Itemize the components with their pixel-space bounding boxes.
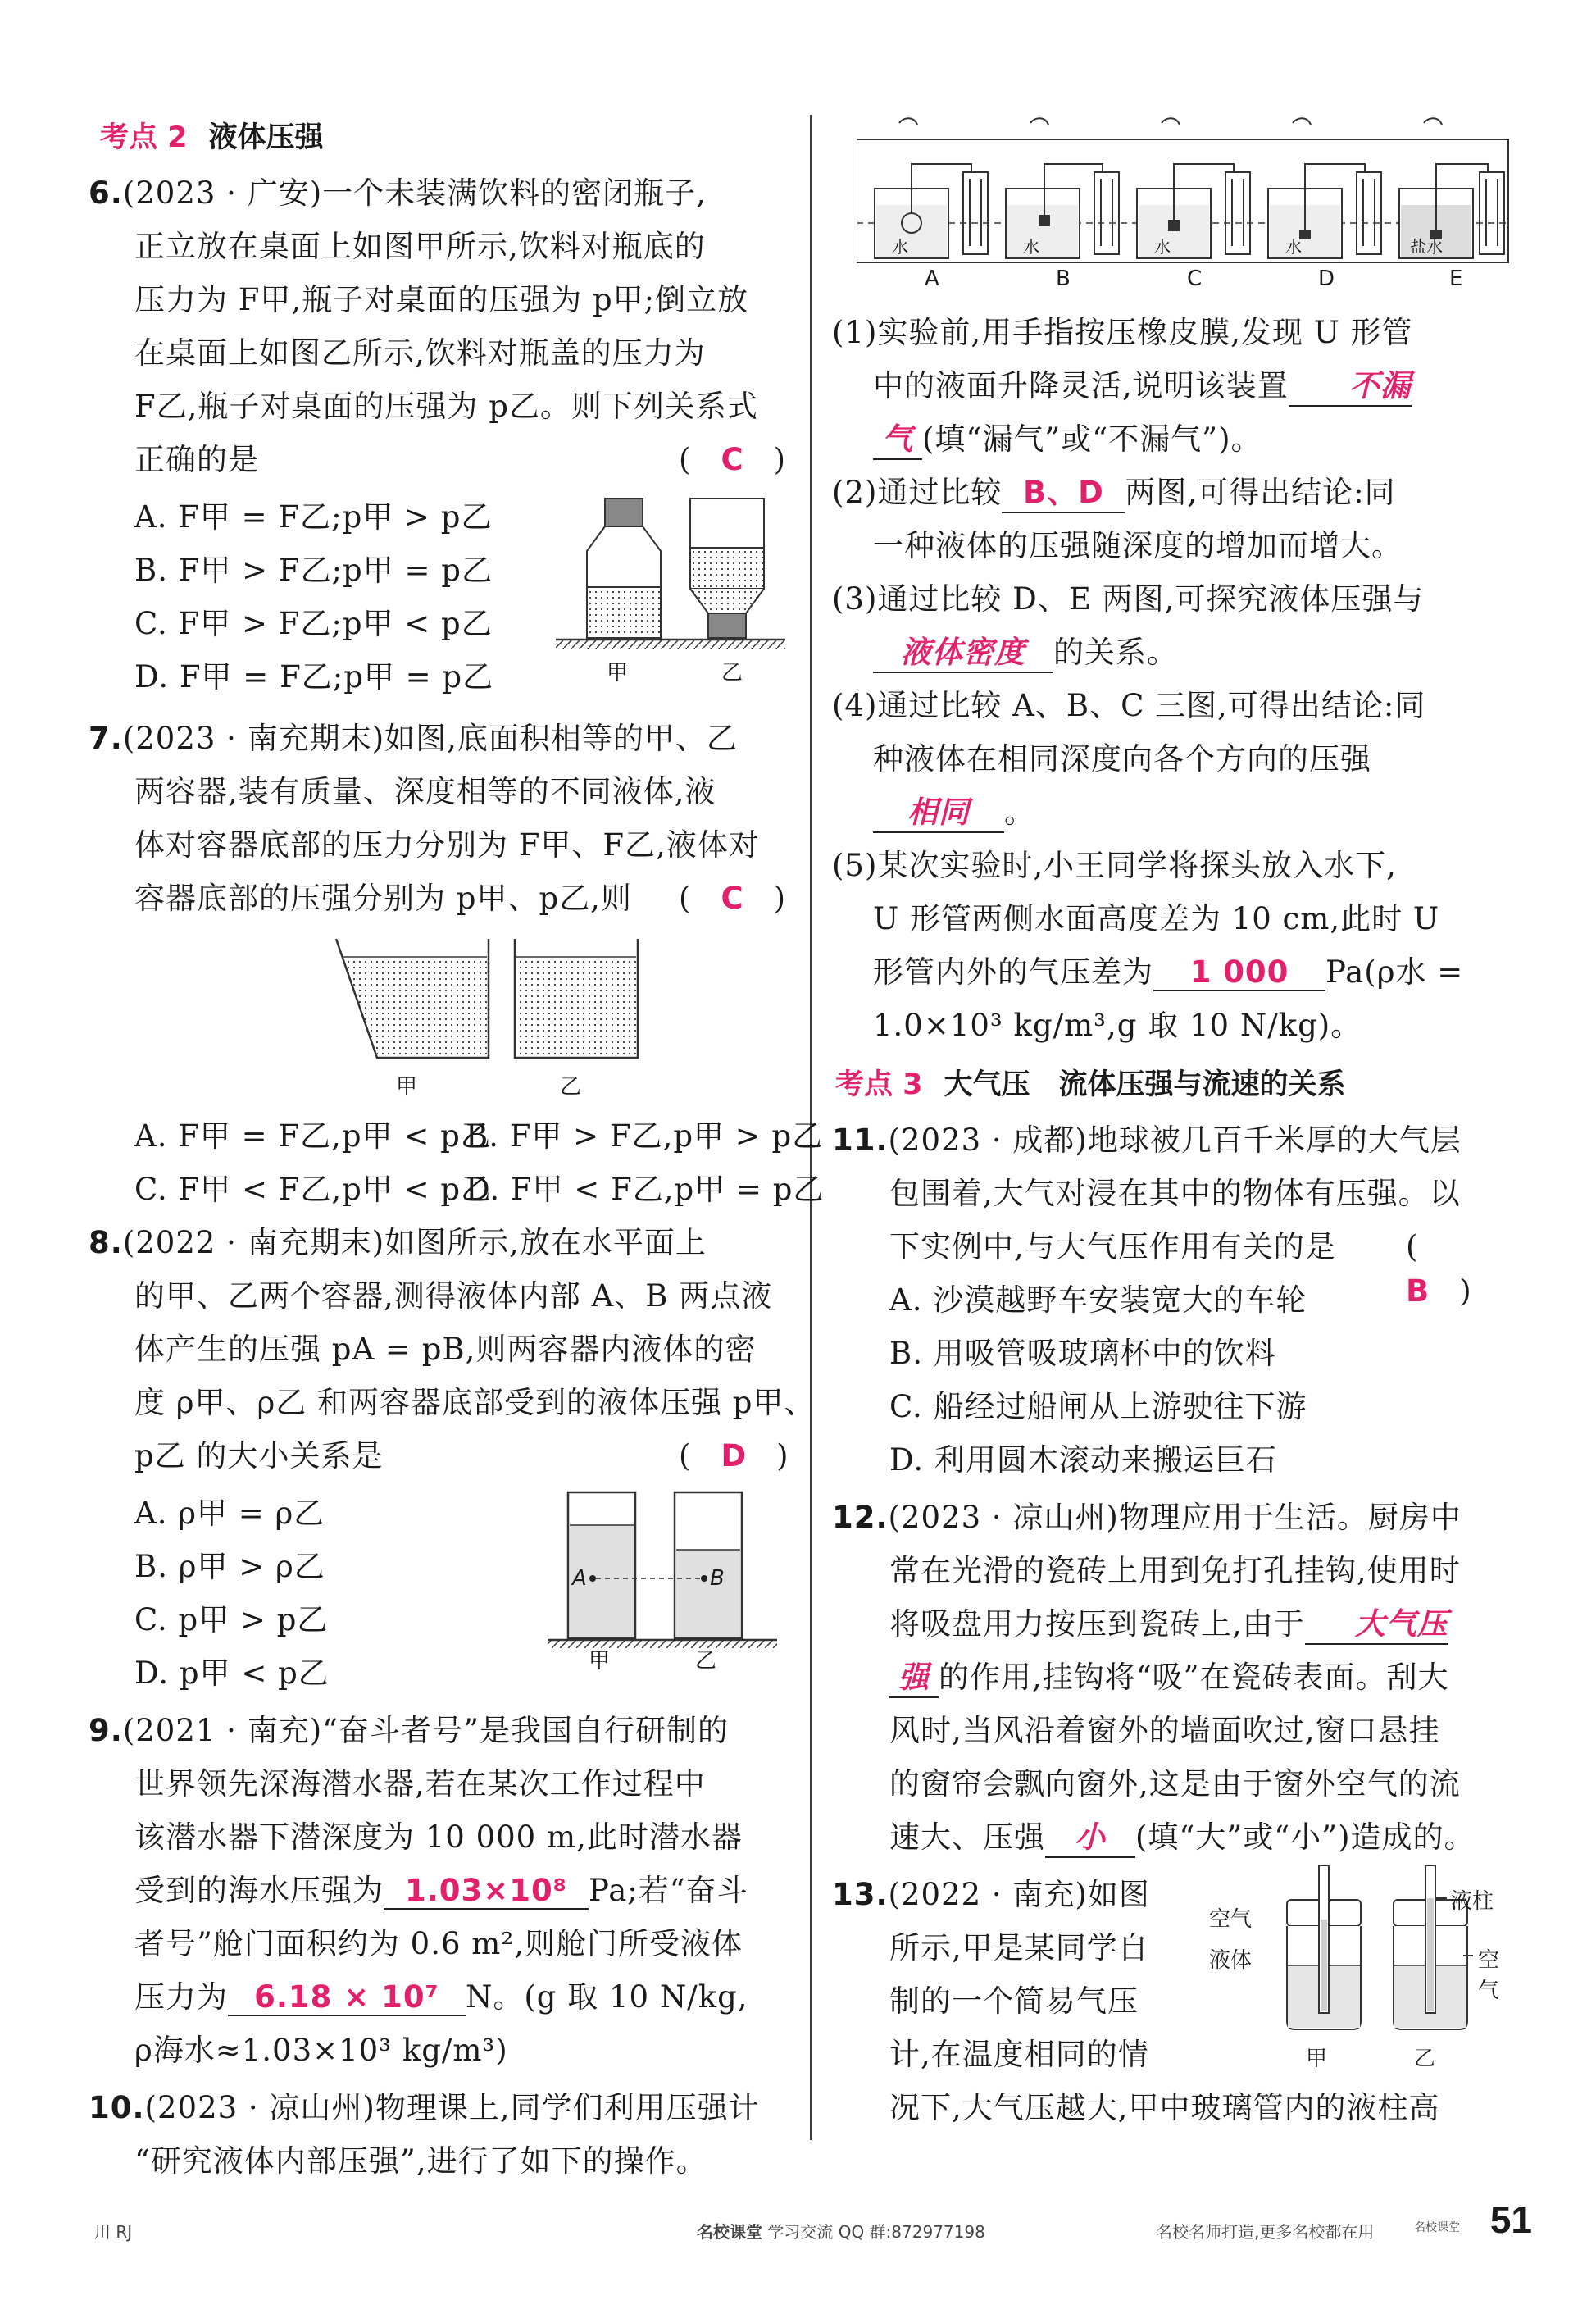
q6-fig-label-a: 甲 <box>607 661 629 685</box>
q10-part2-line-1: (2)通过比较 B、D 两图,可得出结论:同 <box>832 467 1396 513</box>
q10-liquid-label-c: 水 <box>1154 237 1171 257</box>
q10-fig-label-b: B <box>1056 266 1071 291</box>
q7-line-1: 7.(2023 · 南充期末)如图,底面积相等的甲、乙 <box>89 721 738 756</box>
section-3-heading: 考点 3 大气压 流体压强与流速的关系 <box>835 1068 1346 1101</box>
q10-part5-line-2: U 形管两侧水面高度差为 10 cm,此时 U <box>873 901 1440 936</box>
q10-liquid-label-d: 水 <box>1285 237 1302 257</box>
q12-line-5: 风时,当风沿着窗外的墙面吹过,窗口悬挂 <box>889 1713 1440 1748</box>
q10-liquid-label-b: 水 <box>1023 237 1039 257</box>
q13-label-column: 液柱 <box>1451 1889 1494 1914</box>
q8-line-4: 度 ρ甲、ρ乙 和两容器底部受到的液体压强 p甲、 <box>134 1385 816 1420</box>
q7-option-c: C. F甲 < F乙,p甲 < p乙 <box>134 1172 493 1207</box>
q10-liquid-label-e: 盐水 <box>1410 237 1443 257</box>
footer-edition: 川 RJ <box>94 2222 133 2242</box>
q9-line-5: 者号”舱门面积约为 0.6 m²,则舱门所受液体 <box>134 1926 743 1961</box>
q10-answer-1a: 不漏 <box>1289 361 1412 407</box>
q11-line-3: 下实例中,与大气压作用有关的是 <box>889 1229 1336 1264</box>
q8-line-2: 的甲、乙两个容器,测得液体内部 A、B 两点液 <box>134 1278 773 1314</box>
q7-fig-label-b: 乙 <box>560 1075 582 1100</box>
q13-fig-label-b: 乙 <box>1414 2047 1436 2071</box>
q12-line-3: 将吸盘用力按压到瓷砖上,由于 大气压 <box>889 1599 1448 1645</box>
q11-line-2: 包围着,大气对浸在其中的物体有压强。以 <box>889 1176 1461 1211</box>
q12-line-1: 12.(2023 · 凉山州)物理应用于生活。厨房中 <box>832 1500 1462 1535</box>
q10-part1-line-2: 中的液面升降灵活,说明该装置 不漏 <box>873 361 1412 407</box>
q10-answer-3: 液体密度 <box>873 627 1053 673</box>
q8-option-b: B. ρ甲 > ρ乙 <box>134 1549 325 1584</box>
q8-fig-label-b: 乙 <box>695 1649 717 1674</box>
q8-option-d: D. p甲 < p乙 <box>134 1655 330 1691</box>
q10-part5-line-3: 形管内外的气压差为 1 000 Pa(ρ水 = <box>873 954 1464 990</box>
q12-answer-1b: 强 <box>889 1652 939 1698</box>
q12-answer-2: 小 <box>1045 1812 1135 1858</box>
q6-line-2: 正立放在桌面上如图甲所示,饮料对瓶底的 <box>134 229 706 264</box>
q9-line-2: 世界领先深海潜水器,若在某次工作过程中 <box>134 1766 706 1801</box>
q10-part2-line-2: 一种液体的压强随深度的增加而增大。 <box>873 528 1403 563</box>
q9-line-6: 压力为 6.18 × 10⁷ N。(g 取 10 N/kg, <box>134 1979 748 2015</box>
q7-fig-label-a: 甲 <box>396 1075 418 1100</box>
q10-line-2: “研究液体内部压强”,进行了如下的操作。 <box>134 2143 707 2179</box>
q11-option-c: C. 船经过船闸从上游驶往下游 <box>889 1389 1307 1424</box>
q8-line-3: 体产生的压强 pA = pB,则两容器内液体的密 <box>134 1332 757 1367</box>
q7-line-2: 两容器,装有质量、深度相等的不同液体,液 <box>134 774 716 809</box>
q10-part4-line-2: 种液体在相同深度向各个方向的压强 <box>873 741 1371 776</box>
q10-answer-2: B、D <box>1002 467 1125 513</box>
q9-line-4: 受到的海水压强为 1.03×10⁸ Pa;若“奋斗 <box>134 1873 748 1908</box>
q8-point-a: A <box>572 1566 587 1591</box>
q13-label-air-2: 空气 <box>1478 1948 1500 2003</box>
q13-line-1: 13.(2022 · 南充)如图 <box>832 1877 1150 1912</box>
q12-line-4: 强 的作用,挂钩将“吸”在瓷砖表面。刮大 <box>889 1652 1449 1698</box>
footer-logo: 名校课堂 <box>1414 2221 1460 2234</box>
q10-part1-line-3: 气 (填“漏气”或“不漏气”)。 <box>873 414 1262 460</box>
q7-line-4: 容器底部的压强分别为 p甲、p乙,则 <box>134 881 632 916</box>
q10-part5-line-4: 1.0×10³ kg/m³,g 取 10 N/kg)。 <box>873 1008 1362 1043</box>
q7-answer-box: ( C ) <box>679 881 786 916</box>
q13-label-air: 空气 <box>1209 1907 1253 1932</box>
q10-fig-label-e: E <box>1449 266 1463 291</box>
q6-line-3: 压力为 F甲,瓶子对桌面的压强为 p甲;倒立放 <box>134 282 749 317</box>
q12-answer-1a: 大气压 <box>1305 1599 1448 1645</box>
q10-answer-1b: 气 <box>873 414 922 460</box>
q12-line-6: 的窗帘会飘向窗外,这是由于窗外空气的流 <box>889 1766 1461 1801</box>
q6-bottle-figure <box>548 492 793 668</box>
q10-fig-label-d: D <box>1318 266 1335 291</box>
q9-line-7: ρ海水≈1.03×10³ kg/m³) <box>134 2033 508 2068</box>
q7-line-3: 体对容器底部的压力分别为 F甲、F乙,液体对 <box>134 827 760 863</box>
q6-option-d: D. F甲 = F乙;p甲 = p乙 <box>134 659 494 695</box>
q13-line-2: 所示,甲是某同学自 <box>889 1930 1149 1965</box>
q11-option-a: A. 沙漠越野车安装宽大的车轮 <box>889 1282 1307 1318</box>
q10-answer-5: 1 000 <box>1153 954 1325 991</box>
q8-line-5: p乙 的大小关系是 <box>134 1438 384 1473</box>
q11-option-b: B. 用吸管吸玻璃杯中的饮料 <box>889 1336 1276 1371</box>
q10-line-1: 10.(2023 · 凉山州)物理课上,同学们利用压强计 <box>89 2090 760 2125</box>
q10-part4-line-1: (4)通过比较 A、B、C 三图,可得出结论:同 <box>832 688 1426 723</box>
footer-center: 名校课堂 学习交流 QQ 群:872977198 <box>697 2222 985 2242</box>
section-2-heading: 考点 2 液体压强 <box>100 121 324 154</box>
q9-line-1: 9.(2021 · 南充)“奋斗者号”是我国自行研制的 <box>89 1713 729 1748</box>
q7-container-figure <box>334 931 646 1074</box>
q8-line-1: 8.(2022 · 南充期末)如图所示,放在水平面上 <box>89 1225 707 1260</box>
q12-line-7: 速大、压强 小 (填“大”或“小”)造成的。 <box>889 1812 1476 1858</box>
q10-part3-line-2: 液体密度 的关系。 <box>873 627 1178 673</box>
q6-option-a: A. F甲 = F乙;p甲 > p乙 <box>134 499 493 535</box>
q13-line-5: 况下,大气压越大,甲中玻璃管内的液柱高 <box>889 2090 1440 2125</box>
q8-point-b: B <box>710 1566 725 1591</box>
q8-answer-box: ( D ) <box>679 1438 789 1473</box>
footer-brand: 名校课堂 <box>697 2222 762 2242</box>
q7-option-a: A. F甲 = F乙,p甲 < p乙 <box>134 1118 492 1154</box>
q11-line-1: 11.(2023 · 成都)地球被几百千米厚的大气层 <box>832 1123 1462 1158</box>
q10-liquid-label-a: 水 <box>892 237 908 257</box>
q13-fig-label-a: 甲 <box>1306 2047 1328 2071</box>
q8-fig-label-a: 甲 <box>589 1649 611 1674</box>
footer-right: 名校名师打造,更多名校都在用 <box>1156 2222 1375 2242</box>
q10-part3-line-1: (3)通过比较 D、E 两图,可探究液体压强与 <box>832 581 1425 617</box>
q9-answer-1: 1.03×10⁸ <box>384 1873 589 1910</box>
q11-option-d: D. 利用圆木滚动来搬运巨石 <box>889 1442 1277 1478</box>
page-number: 51 <box>1489 2198 1532 2241</box>
q7-option-b: B. F甲 > F乙,p甲 > p乙 <box>466 1118 824 1154</box>
q10-fig-label-c: C <box>1187 266 1203 291</box>
q7-option-d: D. F甲 < F乙,p甲 = p乙 <box>466 1172 825 1207</box>
q6-option-b: B. F甲 > F乙;p甲 = p乙 <box>134 553 493 588</box>
q13-line-4: 计,在温度相同的情 <box>889 2037 1149 2072</box>
q13-label-liquid: 液体 <box>1209 1948 1253 1973</box>
q10-part1-line-1: (1)实验前,用手指按压橡皮膜,发现 U 形管 <box>832 315 1413 350</box>
q6-fig-label-b: 乙 <box>721 661 743 685</box>
q10-part5-line-1: (5)某次实验时,小王同学将探头放入水下, <box>832 848 1397 883</box>
q9-answer-2: 6.18 × 10⁷ <box>228 1979 466 2016</box>
q6-line-5: F乙,瓶子对桌面的压强为 p乙。则下列关系式 <box>134 389 758 424</box>
q9-line-3: 该潜水器下潜深度为 10 000 m,此时潜水器 <box>134 1819 743 1855</box>
q13-line-3: 制的一个简易气压 <box>889 1983 1139 2019</box>
q10-answer-4: 相同 <box>873 787 1004 833</box>
q6-line-6: 正确的是 <box>134 442 259 477</box>
q6-line-4: 在桌面上如图乙所示,饮料对瓶盖的压力为 <box>134 335 706 371</box>
q6-answer-box: ( C ) <box>679 442 786 477</box>
q8-option-c: C. p甲 > p乙 <box>134 1602 329 1637</box>
q6-option-c: C. F甲 > F乙;p甲 < p乙 <box>134 606 493 641</box>
q11-answer-box: ( B ) <box>1406 1229 1471 1309</box>
q12-line-2: 常在光滑的瓷砖上用到免打孔挂钩,使用时 <box>889 1553 1461 1588</box>
q6-line-1: 6.(2023 · 广安)一个未装满饮料的密闭瓶子, <box>89 175 707 211</box>
q10-part4-line-3: 相同 。 <box>873 787 1035 833</box>
q8-option-a: A. ρ甲 = ρ乙 <box>134 1496 325 1531</box>
q10-fig-label-a: A <box>925 266 939 291</box>
